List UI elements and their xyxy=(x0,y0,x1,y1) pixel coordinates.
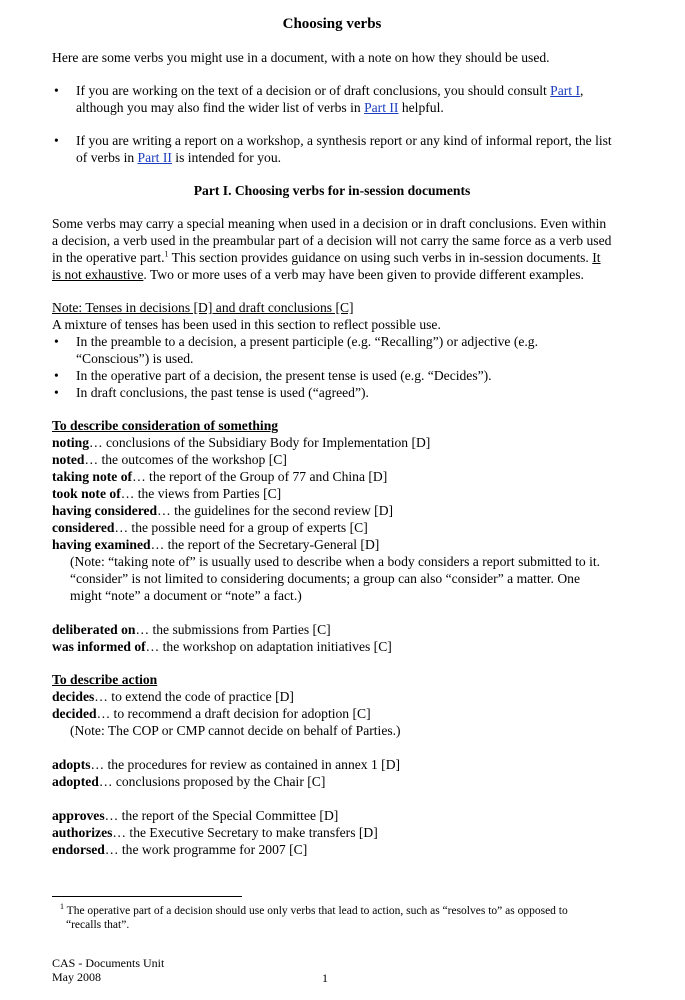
tense-bullet: • In the preamble to a decision, a present participle (e.g. “Recalling”) or adjective (e.g. “Conscious”) is used. xyxy=(54,334,538,366)
verb-entry: decides… to extend the code of practice [D] xyxy=(52,689,294,704)
bullet-icon: • xyxy=(54,368,59,383)
verb-entry: adopted… conclusions proposed by the Chair [C] xyxy=(52,774,326,789)
footnote-mark: 1 xyxy=(60,902,64,912)
footer-unit: CAS - Documents Unit xyxy=(52,956,165,970)
page-title: Choosing verbs xyxy=(282,16,382,32)
verb-entry: endorsed… the work programme for 2007 [C] xyxy=(52,842,308,857)
part-ii-link[interactable]: Part II xyxy=(137,150,172,165)
bullet-icon: • xyxy=(54,385,59,400)
verb-entry: having considered… the guidelines for the second review [D] xyxy=(52,503,394,518)
verb-entry: approves… the report of the Special Committee [D] xyxy=(52,808,339,823)
part-ii-link[interactable]: Part II xyxy=(364,100,399,115)
verb-entry: having examined… the report of the Secretary-General [D] xyxy=(52,537,380,552)
page-footer xyxy=(52,956,612,984)
tense-bullet: • In the operative part of a decision, the present tense is used (e.g. “Decides”). xyxy=(54,368,492,383)
tense-bullet: • In draft conclusions, the past tense is used (“agreed”). xyxy=(54,385,369,400)
not-exhaustive-text: It is not exhaustive xyxy=(52,250,601,282)
tenses-note-line: A mixture of tenses has been used in this section to reflect possible use. xyxy=(52,317,441,332)
consideration-note: (Note: “taking note of” is usually used to describe when a body considers a report submitted to it. “consider” is not limited to considering documents; a group can also “consider” a matter. One might “note” a document or “note” a fact.) xyxy=(70,554,601,603)
footnote-ref: 1 xyxy=(164,249,169,259)
verb-entry: took note of… the views from Parties [C] xyxy=(52,486,282,501)
bullet-icon: • xyxy=(54,334,59,349)
verb-entry: noted… the outcomes of the workshop [C] xyxy=(52,452,287,467)
page-number: 1 xyxy=(322,971,328,985)
bullet-icon: • xyxy=(54,133,59,148)
part-i-paragraph: Some verbs may carry a special meaning when used in a decision or in draft conclusions. Even within a decision, a verb used in the preambular part of a decision will not carry the same force as a verb used in the operative part.$^1$ This section provides guidance on using such verbs in in-session documents. It is not exhaustive. Two or more uses of a verb may have been given to provide different examples. xyxy=(52,216,612,282)
bullet-item-1: • If you are working on the text of a decision or of draft conclusions, you should consult Part I, although you may also find the wider list of verbs in Part II helpful. xyxy=(54,83,584,115)
footnote-divider xyxy=(52,896,242,897)
verb-entry: adopts… the procedures for review as contained in annex 1 [D] xyxy=(52,757,401,772)
verb-entry: was informed of… the workshop on adaptation initiatives [C] xyxy=(52,639,392,654)
bullet-item-2: • If you are writing a report on a workshop, a synthesis report or any kind of informal report, the list of verbs in Part II is intended for you. xyxy=(54,133,612,165)
verb-entry: decided… to recommend a draft decision for adoption [C] xyxy=(52,706,371,721)
tenses-note-heading: Note: Tenses in decisions [D] and draft conclusions [C] xyxy=(52,300,354,315)
intro-paragraph: Here are some verbs you might use in a document, with a note on how they should be used. xyxy=(52,50,550,65)
verb-entry: noting… conclusions of the Subsidiary Body for Implementation [D] xyxy=(52,435,431,450)
verb-entry: deliberated on… the submissions from Parties [C] xyxy=(52,622,331,637)
verb-entry: considered… the possible need for a group of experts [C] xyxy=(52,520,368,535)
document-page xyxy=(52,14,612,858)
footnote: $^1$ The operative part of a decision should use only verbs that lead to action, such as “resolves to” as opposed to “recalls that”. xyxy=(60,902,568,931)
part-i-heading: Part I. Choosing verbs for in-session documents xyxy=(193,183,471,198)
consideration-heading: To describe consideration of something xyxy=(52,418,279,433)
tenses-note xyxy=(52,299,612,401)
action-heading: To describe action xyxy=(52,672,158,687)
bullet-icon: • xyxy=(54,83,59,98)
footer-date: May 2008 xyxy=(52,970,101,984)
part-i-link[interactable]: Part I xyxy=(550,83,580,98)
action-note: (Note: The COP or CMP cannot decide on behalf of Parties.) xyxy=(70,723,401,738)
verb-entry: taking note of… the report of the Group of 77 and China [D] xyxy=(52,469,388,484)
verb-entry: authorizes… the Executive Secretary to make transfers [D] xyxy=(52,825,378,840)
